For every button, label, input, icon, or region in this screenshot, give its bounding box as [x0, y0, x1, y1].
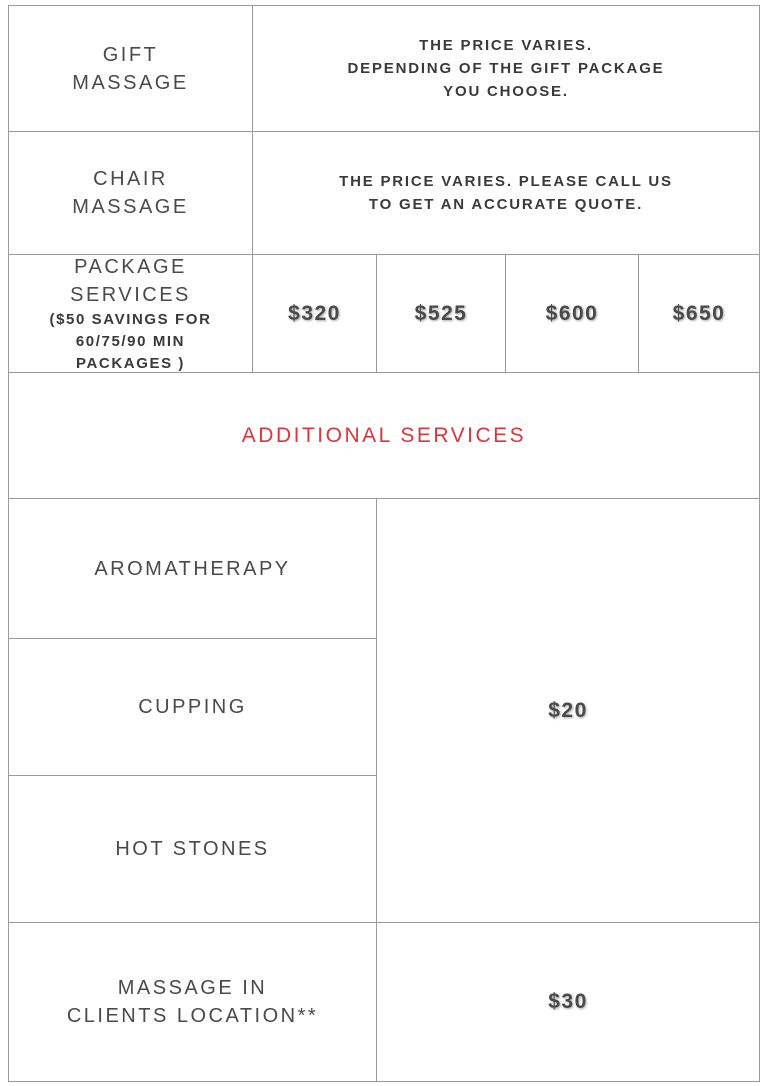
package-price-cell — [638, 254, 760, 373]
service-item-aromatherapy — [8, 498, 377, 639]
client-location-label-cell — [8, 922, 377, 1082]
package-price: $525 — [414, 301, 468, 325]
service-item-label: HOT STONES — [115, 838, 270, 860]
chair-massage-note-cell — [252, 131, 760, 255]
client-location-price: $30 — [548, 990, 588, 1013]
package-price-cell — [376, 254, 506, 373]
package-price-cell — [505, 254, 639, 373]
chair-massage-label-cell — [8, 131, 253, 255]
additional-services-shared-price-cell — [376, 498, 760, 923]
gift-massage-label-cell — [8, 5, 253, 132]
gift-massage-label: GIFT MASSAGE — [72, 43, 189, 94]
gift-massage-note-cell — [252, 5, 760, 132]
package-services-label: PACKAGE SERVICES — [70, 255, 191, 306]
service-item-hot-stones — [8, 775, 377, 923]
additional-services-price: $20 — [548, 698, 588, 722]
package-savings-note: ($50 SAVINGS FOR 60/75/90 MIN PACKAGES ) — [49, 310, 212, 372]
additional-services-heading: ADDITIONAL SERVICES — [241, 423, 527, 447]
package-services-label-cell — [8, 254, 253, 373]
service-item-label: CUPPING — [138, 696, 247, 718]
chair-massage-note: THE PRICE VARIES. PLEASE CALL US TO GET AN ACCURATE QUOTE. — [339, 173, 673, 213]
client-location-price-cell — [376, 922, 760, 1082]
client-location-label: MASSAGE IN CLIENTS LOCATION** — [66, 977, 319, 1027]
package-price: $600 — [545, 301, 599, 325]
service-item-cupping — [8, 638, 377, 776]
additional-services-header-cell — [8, 372, 760, 499]
chair-massage-label: CHAIR MASSAGE — [72, 168, 189, 218]
package-price-cell — [252, 254, 377, 373]
package-price: $320 — [288, 301, 341, 325]
service-item-label: AROMATHERAPY — [94, 557, 291, 580]
gift-massage-note: THE PRICE VARIES. DEPENDING OF THE GIFT PACKAGE YOU CHOOSE. — [347, 37, 665, 100]
package-price: $650 — [672, 301, 726, 325]
